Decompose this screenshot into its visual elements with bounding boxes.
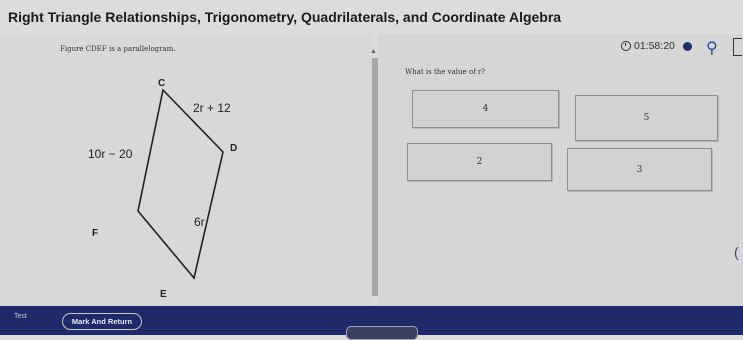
side-label-top: 2r + 12 bbox=[193, 101, 231, 115]
footer-nav-pill[interactable] bbox=[346, 326, 418, 340]
page-title: Right Triangle Relationships, Trigonometry, Quadrilaterals, and Coordinate Algebra bbox=[8, 9, 562, 25]
vertex-e: E bbox=[160, 289, 167, 300]
figure-caption: Figure CDEF is a parallelogram. bbox=[60, 45, 176, 53]
choice-b[interactable] bbox=[575, 95, 718, 141]
parallelogram-figure bbox=[0, 0, 372, 306]
vertex-c: C bbox=[158, 78, 166, 89]
timer-text: 01:58:20 bbox=[634, 40, 675, 52]
choice-d-label: 3 bbox=[636, 164, 643, 175]
choice-b-label: 5 bbox=[643, 113, 650, 123]
choice-a-label: 4 bbox=[482, 104, 489, 114]
toggle-dot-icon[interactable] bbox=[683, 42, 692, 51]
side-label-left: 10r − 20 bbox=[88, 147, 133, 161]
question-text: What is the value of r? bbox=[405, 68, 486, 76]
bracket-icon[interactable] bbox=[733, 38, 742, 56]
panel-divider[interactable] bbox=[372, 58, 378, 296]
arrow-icon[interactable]: ( bbox=[734, 244, 739, 260]
footer-test-label: Test bbox=[14, 313, 27, 320]
clock-icon bbox=[621, 41, 631, 51]
timer bbox=[621, 40, 675, 52]
vertex-f: F bbox=[92, 228, 99, 239]
side-label-right: 6r bbox=[194, 215, 205, 229]
mark-and-return-button[interactable]: Mark And Return bbox=[62, 313, 142, 330]
chevron-up-icon[interactable]: ▲ bbox=[370, 48, 377, 55]
pin-icon[interactable]: ⚲ bbox=[706, 40, 718, 57]
choice-a[interactable] bbox=[412, 90, 559, 128]
choice-c-label: 2 bbox=[476, 157, 483, 167]
choice-c[interactable] bbox=[407, 143, 552, 181]
choice-d[interactable] bbox=[567, 148, 712, 191]
vertex-d: D bbox=[230, 143, 238, 154]
